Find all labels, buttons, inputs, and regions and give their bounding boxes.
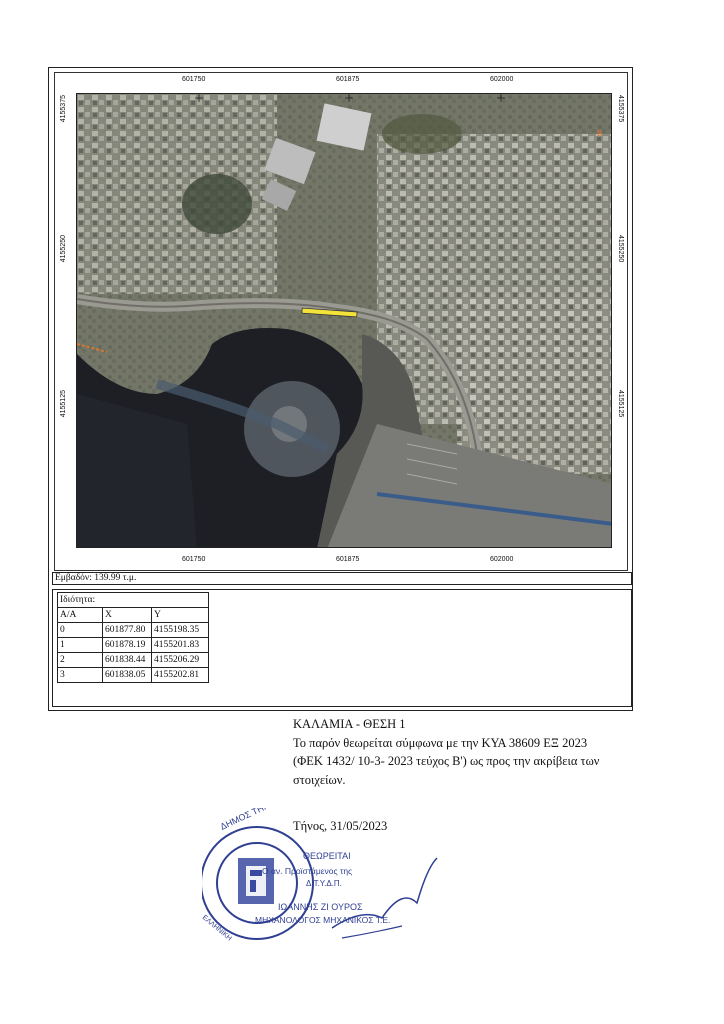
table-header-aa: Α/Α	[58, 608, 103, 623]
svg-text:B: B	[597, 129, 603, 138]
stamp-approved: ΘΕΩΡΕΙΤΑΙ	[303, 851, 351, 861]
table-cell: 4155201.83	[152, 638, 209, 653]
statement-line: Το παρόν θεωρείται σύμφωνα με την ΚΥΑ 38609 ΕΞ 2023	[293, 736, 588, 750]
document-title: ΚΑΛΑΜΙΑ - ΘΕΣΗ 1	[293, 717, 406, 731]
table-header-x: X	[103, 608, 152, 623]
y-tick-right: 4155250	[617, 235, 624, 263]
x-tick-bottom: 601875	[336, 556, 360, 563]
table-cell: 601838.05	[103, 668, 152, 683]
table-cell: 601877.80	[103, 623, 152, 638]
x-tick-top: 601750	[182, 76, 206, 83]
x-tick-top: 601875	[336, 76, 360, 83]
y-tick-left: 4155125	[60, 390, 67, 418]
area-row	[52, 572, 632, 585]
table-cell: 2	[58, 653, 103, 668]
y-tick-left: 4155375	[60, 95, 67, 123]
table-row	[58, 668, 209, 683]
x-tick-top: 602000	[490, 76, 514, 83]
statement-line: (ΦΕΚ 1432/ 10-3- 2023 τεύχος Β') ως προς την ακρίβεια των	[293, 754, 600, 768]
place-date: Τήνος, 31/05/2023	[293, 819, 388, 833]
x-tick-bottom: 602000	[490, 556, 514, 563]
stamp-name: ΙΩΑΝΝΗΣ ΖΙ ΟΥΡΟΣ	[278, 902, 363, 912]
satellite-map	[76, 93, 612, 548]
table-cell: 3	[58, 668, 103, 683]
svg-text:ΔΗΜΟΣ ΤΗΝΟΥ: ΔΗΜΟΣ ΤΗΝΟΥ	[218, 808, 283, 832]
table-cell: 601878.19	[103, 638, 152, 653]
x-tick-bottom: 601750	[182, 556, 206, 563]
stamp-dept: Δ.Τ.Υ.Δ.Π.	[306, 879, 342, 888]
area-label: Εμβαδόν: 139.99 τ.μ.	[55, 573, 137, 583]
coordinates-table	[57, 592, 209, 683]
table-row	[58, 623, 209, 638]
table-row	[58, 638, 209, 653]
table-header-y: Y	[152, 608, 209, 623]
table-cell: 1	[58, 638, 103, 653]
table-row	[58, 593, 209, 608]
table-cell: 601838.44	[103, 653, 152, 668]
stamp-title: ΜΗΧΑΝΟΛΟΓΟΣ ΜΗΧΑΝΙΚΟΣ Τ.Ε.	[255, 915, 391, 925]
statement-line: στοιχείων.	[293, 773, 346, 787]
property-label: Ιδιότητα:	[58, 593, 209, 608]
table-cell: 4155198.35	[152, 623, 209, 638]
satellite-map-drawing	[77, 94, 612, 548]
y-tick-right: 4155125	[617, 390, 624, 418]
table-row	[58, 608, 209, 623]
table-cell: 4155202.81	[152, 668, 209, 683]
y-tick-left: 4155250	[60, 235, 67, 263]
table-row	[58, 653, 209, 668]
y-tick-right: 4155375	[617, 95, 624, 123]
svg-text:ΕΛΛΗΝΙΚΗ: ΕΛΛΗΝΙΚΗ	[202, 914, 233, 943]
table-cell: 4155206.29	[152, 653, 209, 668]
stamp-head: Ο αν. Προϊστάμενος της	[262, 866, 353, 876]
table-cell: 0	[58, 623, 103, 638]
